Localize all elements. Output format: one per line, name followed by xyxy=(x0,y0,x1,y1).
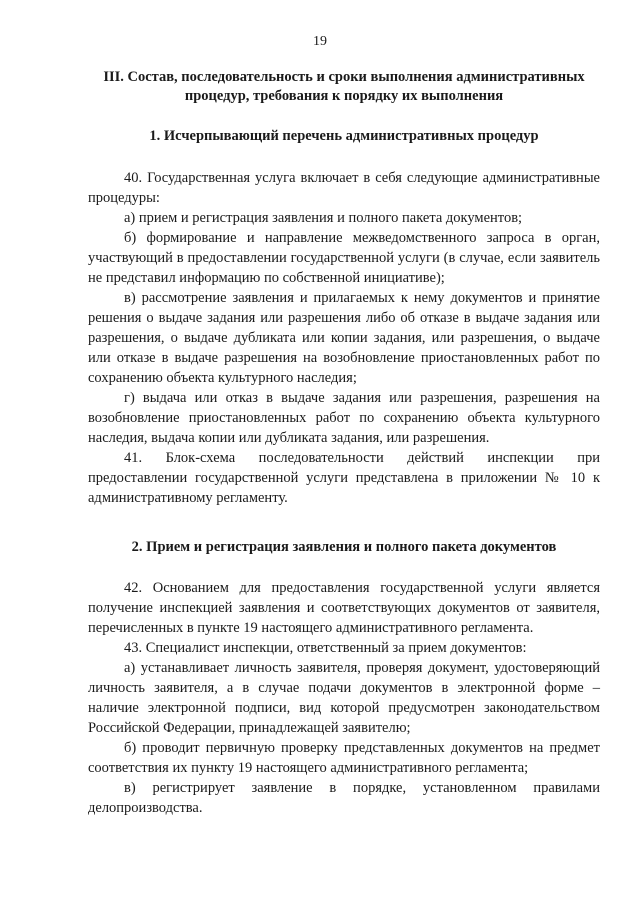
section-title-line-1: III. Состав, последовательность и сроки выполнения административных xyxy=(103,69,585,85)
paragraph-43-v: в) регистрирует заявление в порядке, установленном правилами делопроизводства. xyxy=(88,780,600,816)
page-number: 19 xyxy=(313,34,327,49)
paragraph-40-b: б) формирование и направление межведомственного запроса в орган, участвующий в предоставлении государственной услуги (в случае, если заявитель не представил информацию по собственной инициативе); xyxy=(88,230,600,286)
paragraph-41: 41. Блок-схема последовательности действий инспекции при предоставлении государственной услуги представлена в приложении № 10 к административному регламенту. xyxy=(88,450,600,506)
section-title xyxy=(88,68,600,106)
paragraph-40: 40. Государственная услуга включает в себя следующие административные процедуры: xyxy=(88,170,600,206)
paragraph-43-b: б) проводит первичную проверку представленных документов на предмет соответствия их пункту 19 настоящего административного регламента; xyxy=(88,740,600,776)
section-title-line-2: процедур, требования к порядку их выполнения xyxy=(184,88,504,104)
subsection-2-title: 2. Прием и регистрация заявления и полного пакета документов xyxy=(131,539,557,555)
paragraph-42: 42. Основанием для предоставления государственной услуги является получение инспекцией заявления и соответствующих документов от заявителя, перечисленных в пункте 19 настоящего административного регламента. xyxy=(88,580,600,636)
paragraph-43-a: а) устанавливает личность заявителя, проверяя документ, удостоверяющий личность заявителя, а в случае подачи документов в электронной форме – наличие электронной подписи, вид которой предусмотрен законодательством Российской Федерации, принадлежащей заявителю; xyxy=(88,660,600,736)
paragraph-43: 43. Специалист инспекции, ответственный за прием документов: xyxy=(124,640,527,656)
paragraph-40-v: в) рассмотрение заявления и прилагаемых к нему документов и принятие решения о выдаче задания или разрешения либо об отказе в выдаче задания или разрешения, о выдаче дубликата или копии задания, или разрешения, о выдаче или отказе в выдаче разрешения на возобновление приостановленных работ по сохранению объекта культурного наследия; xyxy=(88,290,600,386)
paragraph-40-g: г) выдача или отказ в выдаче задания или разрешения, разрешения на возобновление приостановленных работ по сохранению объекта культурного наследия, выдача копии или дубликата задания, или разрешения. xyxy=(88,390,600,446)
paragraph-40-a: а) прием и регистрация заявления и полного пакета документов; xyxy=(124,210,523,226)
subsection-1-title: 1. Исчерпывающий перечень административных процедур xyxy=(149,128,539,144)
page-content xyxy=(88,68,600,818)
